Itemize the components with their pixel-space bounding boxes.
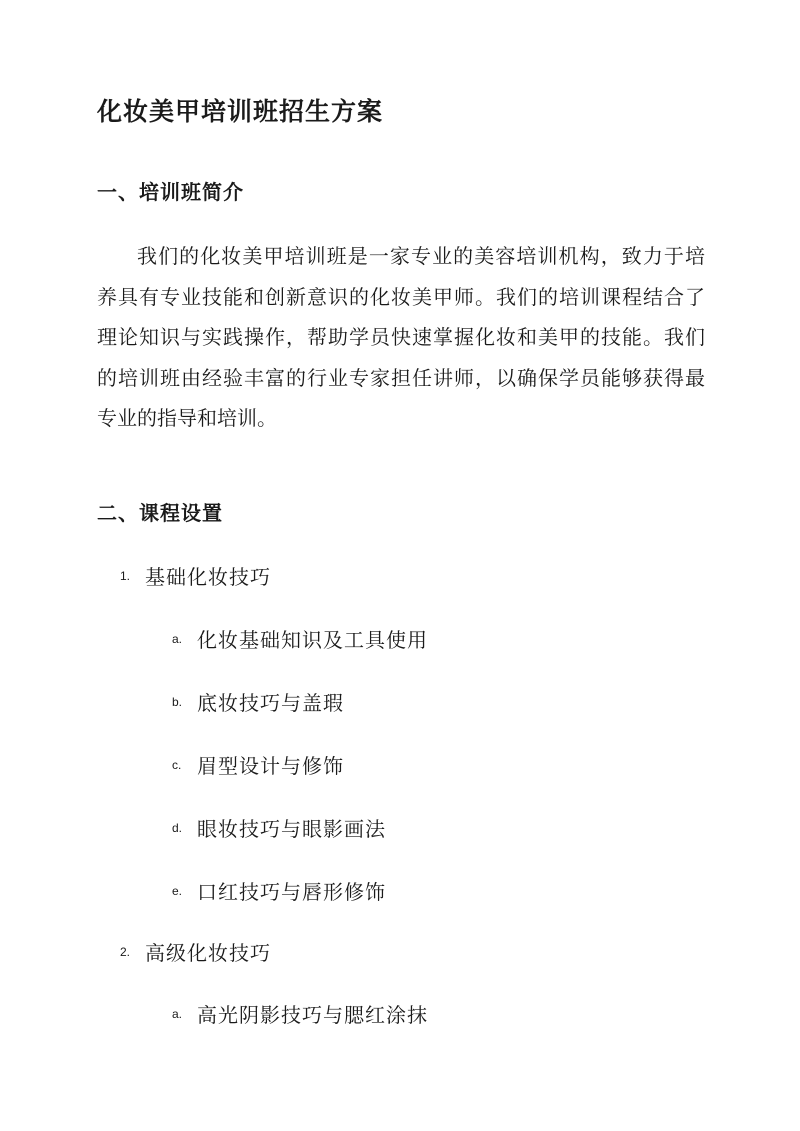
list-marker: 1.: [120, 569, 131, 583]
list-marker: c.: [172, 758, 182, 772]
list-marker: e.: [172, 884, 183, 898]
list-marker: a.: [172, 632, 183, 646]
section-heading-intro: 一、培训班简介: [97, 180, 244, 204]
intro-paragraph: [97, 236, 705, 439]
course-label: 基础化妆技巧: [145, 565, 271, 589]
sub-item-label: 化妆基础知识及工具使用: [197, 628, 428, 652]
list-marker: b.: [172, 695, 183, 709]
list-marker: 2.: [120, 945, 131, 959]
sub-item-label: 眉型设计与修饰: [197, 754, 344, 778]
paragraph-line: 的培训班由经验丰富的行业专家担任讲师，以确保学员能够获得最: [97, 365, 705, 390]
list-marker: d.: [172, 821, 183, 835]
sub-item-label: 底妆技巧与盖瑕: [197, 691, 344, 715]
sub-item-label: 高光阴影技巧与腮红涂抹: [197, 1003, 428, 1027]
list-marker: a.: [172, 1007, 183, 1021]
document-title: 化妆美甲培训班招生方案: [97, 97, 384, 126]
paragraph-line: 养具有专业技能和创新意识的化妆美甲师。我们的培训课程结合了: [97, 284, 705, 309]
paragraph-line: 我们的化妆美甲培训班是一家专业的美容培训机构，致力于培: [137, 244, 705, 268]
section-heading-courses: 二、课程设置: [97, 501, 223, 525]
course-label: 高级化妆技巧: [145, 941, 271, 965]
paragraph-line: 专业的指导和培训。: [97, 406, 277, 430]
paragraph-line: 理论知识与实践操作，帮助学员快速掌握化妆和美甲的技能。我们: [97, 325, 705, 349]
sub-item-label: 口红技巧与唇形修饰: [197, 880, 386, 904]
sub-item-label: 眼妆技巧与眼影画法: [197, 817, 386, 841]
